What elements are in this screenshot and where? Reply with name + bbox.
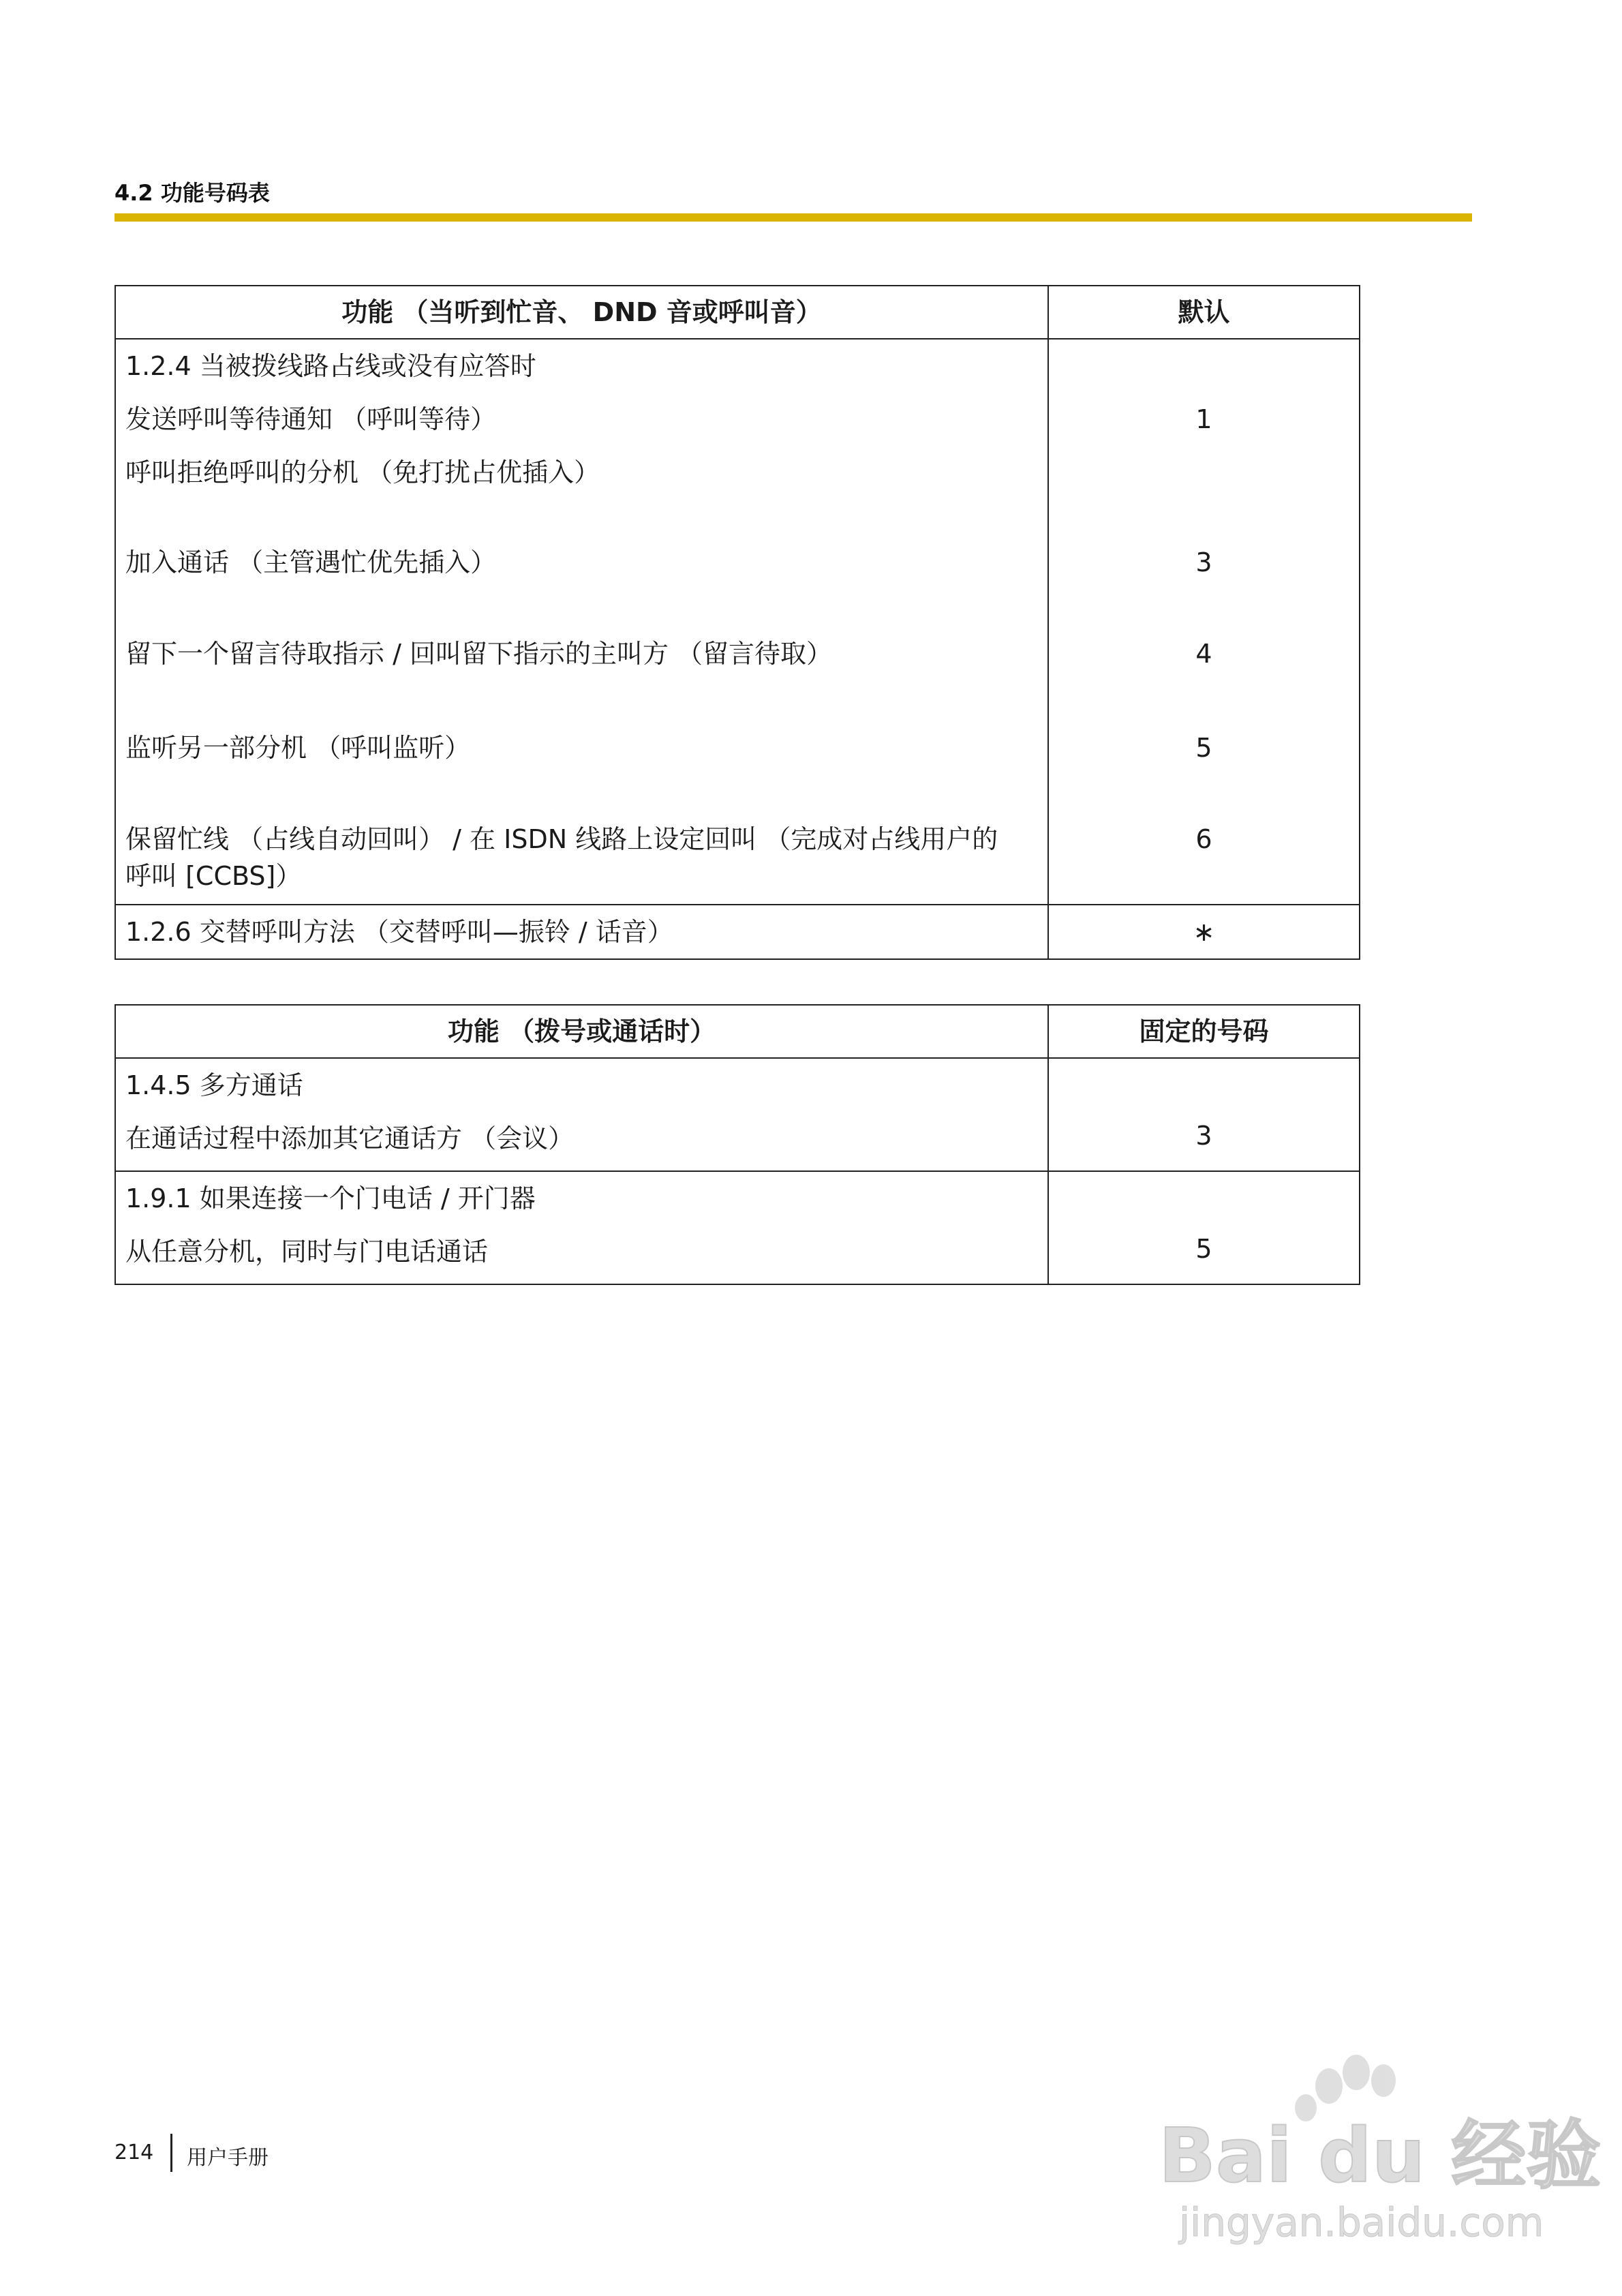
header-rule [114,213,1472,222]
default-value: 3 [1195,547,1212,577]
page-number: 214 [114,2141,154,2164]
table-header-row [115,286,1360,339]
fixed-number-value: 3 [1195,1121,1212,1151]
default-value: ∗ [1193,917,1215,947]
watermark-url: jingyan.baidu.com [1179,2199,1544,2246]
feature-item: 呼叫拒绝呼叫的分机 （免打扰占优插入） [125,457,600,487]
table-row [115,1058,1360,1171]
feature-heading: 1.2.6 交替呼叫方法 （交替呼叫—振铃 / 话音） [125,917,673,947]
feature-item: 留下一个留言待取指示 / 回叫留下指示的主叫方 （留言待取） [125,639,833,669]
feature-item: 发送呼叫等待通知 （呼叫等待） [125,404,497,434]
footer-doc-title: 用户手册 [187,2146,269,2170]
footer-divider [170,2134,172,2172]
table-header-row [115,1005,1360,1058]
function-cell [115,1058,1048,1171]
watermark-brand: Bai du 经验 [1159,2112,1602,2199]
column-header-function: 功能 （拨号或通话时） [115,1005,1048,1058]
column-header-default: 默认 [1048,286,1360,339]
feature-heading: 1.4.5 多方通话 [125,1070,303,1100]
feature-item: 保留忙线 （占线自动回叫） / 在 ISDN 线路上设定回叫 （完成对占线用户的 [125,824,998,854]
table-row [115,905,1360,959]
fixed-number-value: 5 [1195,1234,1212,1264]
default-value: 4 [1195,639,1212,669]
feature-item: 监听另一部分机 （呼叫监听） [125,733,471,763]
default-value: 6 [1195,824,1212,854]
feature-heading: 1.9.1 如果连接一个门电话 / 开门器 [125,1183,536,1213]
feature-heading: 1.2.4 当被拨线路占线或没有应答时 [125,351,536,381]
column-header-function: 功能 （当听到忙音、 DND 音或呼叫音） [115,286,1048,339]
default-cell [1048,339,1360,905]
feature-item: 加入通话 （主管遇忙优先插入） [125,547,497,577]
baidu-jingyan-watermark [1152,2045,1602,2250]
function-cell [115,905,1048,959]
function-cell [115,339,1048,905]
function-table-busy [114,285,1360,960]
function-cell [115,1171,1048,1284]
column-header-fixed-number: 固定的号码 [1048,1005,1360,1058]
feature-item: 在通话过程中添加其它通话方 （会议） [125,1123,575,1153]
default-value: 1 [1195,404,1212,434]
table-row [115,339,1360,905]
fixed-number-cell [1048,1171,1360,1284]
feature-item: 从任意分机，同时与门电话通话 [125,1237,489,1267]
function-table-dialing [114,1004,1360,1285]
table-row [115,1171,1360,1284]
default-cell [1048,905,1360,959]
section-title: 4.2 功能号码表 [114,180,270,206]
fixed-number-cell [1048,1058,1360,1171]
feature-item-continued: 呼叫 [CCBS]） [125,861,302,891]
default-value: 5 [1195,733,1212,763]
